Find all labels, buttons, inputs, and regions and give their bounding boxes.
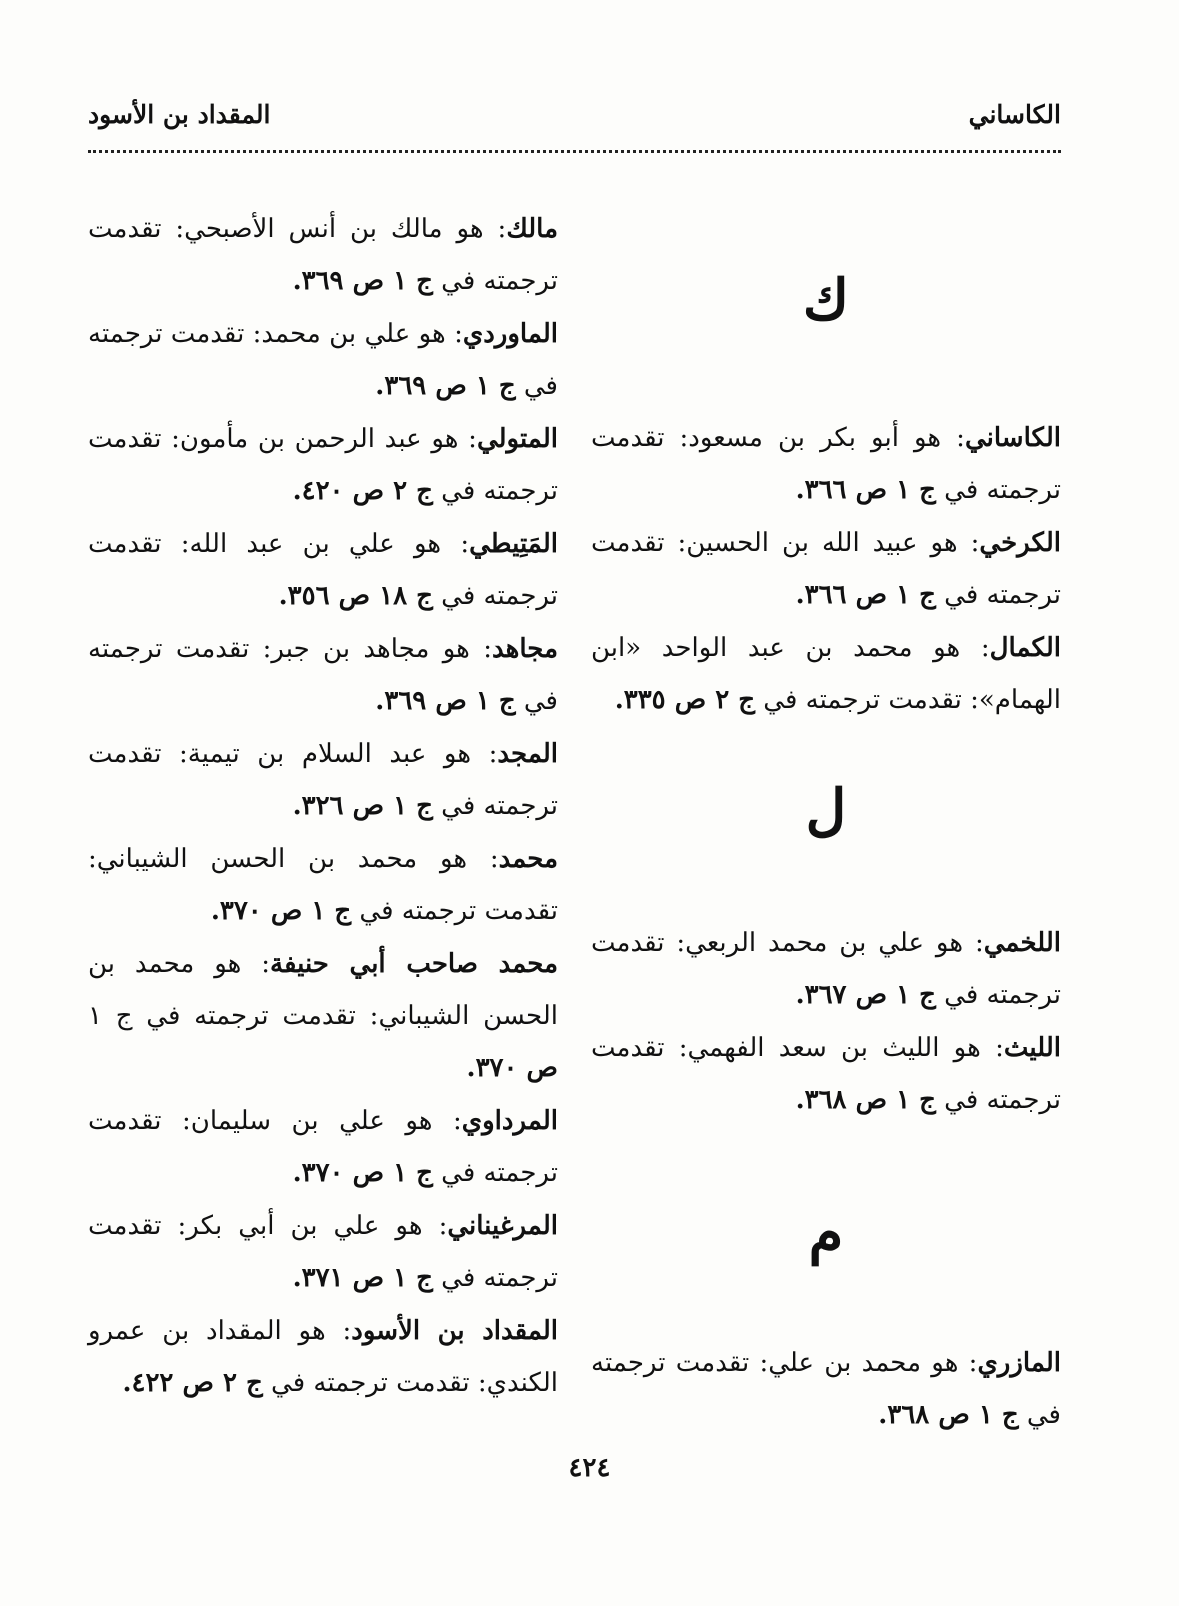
entry-ref: ج ١ ص ٣٧١. bbox=[292, 1263, 433, 1293]
header-title-left: المقداد بن الأسود bbox=[88, 100, 271, 129]
entry: الليث: هو الليث بن سعد الفهمي: تقدمت ترجمته في ج ١ ص ٣٦٨. bbox=[591, 1033, 1061, 1115]
entry: المجد: هو عبد السلام بن تيمية: تقدمت ترجمته في ج ١ ص ٣٢٦. bbox=[88, 739, 558, 821]
entry-text: هو مالك بن أنس الأصبحي: تقدمت ترجمته في bbox=[88, 214, 558, 296]
entry: المتولي: هو عبد الرحمن بن مأمون: تقدمت ترجمته في ج ٢ ص ٤٢٠. bbox=[88, 424, 558, 506]
section-lam-entries bbox=[591, 917, 1061, 1127]
entry-term: المجد bbox=[497, 739, 558, 769]
entry-term: الكرخي bbox=[979, 528, 1061, 558]
header-title-right: الكاساني bbox=[968, 100, 1061, 129]
entry-text: هو الليث بن سعد الفهمي: تقدمت ترجمته في bbox=[591, 1033, 1061, 1115]
entry: محمد: هو محمد بن الحسن الشيباني: تقدمت ترجمته في ج ١ ص ٣٧٠. bbox=[88, 844, 558, 926]
entry-term: المقداد بن الأسود bbox=[351, 1316, 558, 1346]
entry: المرداوي: هو علي بن سليمان: تقدمت ترجمته في ج ١ ص ٣٧٠. bbox=[88, 1106, 558, 1188]
entry-term: المرداوي bbox=[461, 1106, 558, 1136]
left-column-entries bbox=[88, 203, 558, 1410]
entry-ref: ج ١ ص ٣٦٨. bbox=[878, 1400, 1019, 1430]
section-kaf-entries bbox=[591, 412, 1061, 727]
entry-ref: ج ١ ص ٣٦٩. bbox=[292, 266, 433, 296]
entry-ref: ج ١ ص ٣٦٨. bbox=[795, 1085, 936, 1115]
entry-ref: ج ١ ص ٣٦٦. bbox=[795, 580, 936, 610]
entry-term: الماوردي bbox=[462, 319, 558, 349]
entry: الكاساني: هو أبو بكر بن مسعود: تقدمت ترجمته في ج ١ ص ٣٦٦. bbox=[591, 423, 1061, 505]
entry: المازري: هو محمد بن علي: تقدمت ترجمته في ج ١ ص ٣٦٨. bbox=[591, 1348, 1061, 1430]
entry-text: هو محمد بن الحسن الشيباني: تقدمت ترجمته في bbox=[88, 844, 558, 926]
entry-term: الكمال bbox=[989, 633, 1061, 663]
entry-ref: ج ١ ص ٣٦٧. bbox=[795, 980, 936, 1010]
page-number: ٤٢٤ bbox=[568, 1453, 611, 1483]
entry-text: هو عبد السلام بن تيمية: تقدمت ترجمته في bbox=[88, 739, 558, 821]
entry-term: محمد صاحب أبي حنيفة bbox=[270, 949, 558, 979]
entry-term: المازري bbox=[977, 1348, 1061, 1378]
entry-ref: ج ١ ص ٣٧٠. bbox=[210, 896, 352, 926]
section-letter-meem: م bbox=[808, 1200, 844, 1266]
entry: الكمال: هو محمد بن عبد الواحد «ابن الهمام»: تقدمت ترجمته في ج ٢ ص ٣٣٥. bbox=[591, 633, 1061, 715]
entry-term: الكاساني bbox=[964, 423, 1061, 453]
entry-term: اللخمي bbox=[983, 928, 1061, 958]
entry: المَتِيطي: هو علي بن عبد الله: تقدمت ترجمته في ج ١٨ ص ٣٥٦. bbox=[88, 529, 558, 611]
entry-ref: ج ١ ص ٣٦٩. bbox=[375, 371, 516, 401]
entry-text: هو محمد بن الحسن الشيباني: تقدمت ترجمته في ج ١ bbox=[88, 949, 558, 1031]
entry-text: هو عبد الرحمن بن مأمون: تقدمت ترجمته في bbox=[88, 424, 558, 506]
entry-ref: ج ٢ ص ٣٣٥. bbox=[614, 685, 756, 715]
entry-text: هو علي بن محمد الربعي: تقدمت ترجمته في bbox=[591, 928, 1061, 1010]
entry-ref: ج ٢ ص ٤٢٠. bbox=[292, 476, 433, 506]
entry-text: هو علي بن أبي بكر: تقدمت ترجمته في bbox=[88, 1211, 558, 1293]
entry-text: هو محمد بن عبد الواحد «ابن الهمام»: تقدمت ترجمته في bbox=[591, 633, 1061, 715]
entry: المرغيناني: هو علي بن أبي بكر: تقدمت ترجمته في ج ١ ص ٣٧١. bbox=[88, 1211, 558, 1293]
entry-text: هو علي بن سليمان: تقدمت ترجمته في bbox=[88, 1106, 558, 1188]
entry-ref: ص ٣٧٠. bbox=[466, 1053, 558, 1083]
entry-text: هو المقداد بن عمرو الكندي: تقدمت ترجمته في bbox=[88, 1316, 558, 1398]
header-dotted-rule bbox=[88, 150, 1061, 153]
entry-term: محمد bbox=[498, 844, 558, 874]
entry-text: هو محمد بن علي: تقدمت ترجمته في bbox=[591, 1348, 1061, 1430]
entry: محمد صاحب أبي حنيفة: هو محمد بن الحسن الشيباني: تقدمت ترجمته في ج ١ ص ٣٧٠. bbox=[88, 949, 558, 1083]
entry: اللخمي: هو علي بن محمد الربعي: تقدمت ترجمته في ج ١ ص ٣٦٧. bbox=[591, 928, 1061, 1010]
entry-term: المَتِيطي bbox=[469, 529, 558, 559]
entry-ref: ج ١ ص ٣٧٠. bbox=[292, 1158, 433, 1188]
entry: مجاهد: هو مجاهد بن جبر: تقدمت ترجمته في ج ١ ص ٣٦٩. bbox=[88, 634, 558, 716]
entry: مالك: هو مالك بن أنس الأصبحي: تقدمت ترجمته في ج ١ ص ٣٦٩. bbox=[88, 214, 559, 296]
entry-ref: ج ٢ ص ٤٢٢. bbox=[122, 1368, 263, 1398]
entry-term: الليث bbox=[1003, 1033, 1061, 1063]
entry-text: هو مجاهد بن جبر: تقدمت ترجمته في bbox=[88, 634, 558, 716]
entry-ref: ج ١ ص ٣٦٦. bbox=[795, 475, 936, 505]
section-letter-kaf: ك bbox=[802, 267, 850, 333]
entry-text: هو عبيد الله بن الحسين: تقدمت ترجمته في bbox=[591, 528, 1061, 610]
entry-term: مجاهد bbox=[492, 634, 558, 664]
entry-term: المرغيناني bbox=[447, 1211, 558, 1241]
section-letter-lam: ل bbox=[805, 777, 847, 843]
entry: الماوردي: هو علي بن محمد: تقدمت ترجمته في ج ١ ص ٣٦٩. bbox=[88, 319, 558, 401]
entry-term: مالك bbox=[506, 214, 559, 244]
running-header bbox=[88, 100, 1061, 140]
entry-ref: ج ١ ص ٣٦٩. bbox=[375, 686, 516, 716]
entry-ref: ج ١ ص ٣٢٦. bbox=[292, 791, 433, 821]
entry-text: هو علي بن محمد: تقدمت ترجمته في bbox=[88, 319, 558, 401]
entry-term: المتولي bbox=[476, 424, 558, 454]
section-meem-entries bbox=[591, 1337, 1061, 1442]
entry-text: هو أبو بكر بن مسعود: تقدمت ترجمته في bbox=[591, 423, 1061, 505]
entry-text: هو علي بن عبد الله: تقدمت ترجمته في bbox=[88, 529, 558, 611]
entry-ref: ج ١٨ ص ٣٥٦. bbox=[278, 581, 433, 611]
entry: المقداد بن الأسود: هو المقداد بن عمرو الكندي: تقدمت ترجمته في ج ٢ ص ٤٢٢. bbox=[88, 1316, 558, 1398]
entry: الكرخي: هو عبيد الله بن الحسين: تقدمت ترجمته في ج ١ ص ٣٦٦. bbox=[591, 528, 1061, 610]
